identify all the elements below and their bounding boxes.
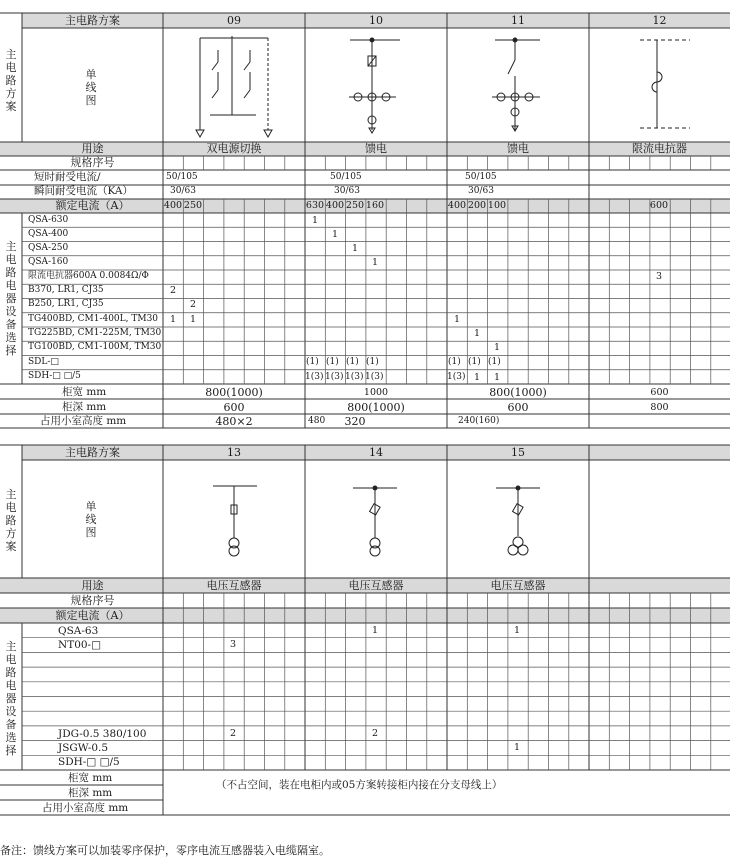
peak-value: 30/63: [334, 186, 360, 196]
qty-cell: 1(3): [447, 372, 466, 382]
qty-cell: 1(3): [365, 372, 384, 382]
top-grid-lines: [0, 13, 730, 428]
rated-value: 250: [183, 200, 203, 211]
depth-label: 柜深 mm: [68, 787, 113, 799]
depth-value: 800(1000): [347, 401, 405, 414]
bottom-single-line-label: 单线图: [85, 500, 97, 539]
scheme-number: 10: [369, 14, 383, 27]
top-left-vertical-title: 主电路方案: [5, 48, 17, 113]
height-value: 480: [308, 416, 326, 426]
scheme-number: 14: [369, 446, 383, 459]
qty-cell: 2: [229, 728, 237, 739]
device-name: QSA-250: [28, 243, 69, 253]
scheme-number: 12: [652, 14, 667, 27]
device-name: QSA-630: [28, 215, 69, 225]
qty-cell: (1): [326, 357, 339, 367]
top-table: [0, 0, 730, 430]
device-name: NT00-□: [58, 639, 102, 651]
rated-value: 400: [163, 200, 183, 211]
depth-value: 600: [507, 401, 529, 414]
qty-cell: 1(3): [325, 372, 344, 382]
diagram-13: [213, 486, 257, 556]
peak-value: 30/63: [468, 186, 494, 196]
remark-note: 备注：馈线方案可以加装零序保护，零序电流互感器装入电缆隔室。: [0, 844, 330, 857]
qty-cell: 1: [169, 314, 177, 325]
short-current-label: 短时耐受电流/: [34, 171, 101, 183]
short-value: 50/105: [166, 172, 198, 182]
qty-cell: 1: [513, 742, 521, 753]
usage: 电压互感器: [348, 579, 404, 592]
qty-cell: 1: [513, 625, 521, 636]
device-name: JSGW-0.5: [58, 742, 109, 754]
device-name: B370, LR1, CJ35: [28, 285, 104, 295]
qty-cell: (1): [468, 357, 481, 367]
device-name: TG400BD, CM1-400L, TM30: [28, 314, 159, 324]
usage: 双电源切换: [206, 142, 262, 155]
scheme-number: 15: [511, 446, 525, 459]
qty-cell: 1: [473, 372, 481, 383]
width-value: 600: [650, 387, 669, 398]
top-spec-label: 规格序号: [70, 156, 115, 169]
qty-cell: 1: [493, 372, 501, 383]
bottom-scheme-label: 主电路方案: [65, 446, 120, 459]
rated-value: 160: [365, 200, 385, 211]
device-name: SDH-□ □/5: [58, 756, 120, 768]
bottom-usage-label: 用途: [81, 579, 104, 592]
rated-value: 200: [467, 200, 487, 211]
qty-cell: 1: [311, 215, 319, 226]
qty-cell: 3: [229, 639, 237, 650]
qty-cell: 1: [493, 342, 501, 353]
rated-value: 600: [649, 200, 669, 211]
rated-value: 250: [345, 200, 365, 211]
bottom-table: [0, 430, 730, 840]
qty-cell: (1): [448, 357, 461, 367]
width-value: 1000: [363, 387, 389, 398]
qty-cell: (1): [366, 357, 379, 367]
bottom-left-vertical-title: 主电路方案: [5, 488, 17, 553]
device-name: TG225BD, CM1-225M, TM30: [28, 328, 162, 338]
usage: 电压互感器: [490, 579, 546, 592]
width-label: 柜宽 mm: [68, 772, 113, 784]
bottom-rated-label: 额定电流（A）: [55, 609, 130, 622]
device-name: SDH-□ □/5: [28, 371, 81, 381]
short-value: 50/105: [330, 172, 362, 182]
width-value: 800(1000): [489, 386, 547, 399]
top-rated-label: 额定电流（A）: [55, 199, 130, 212]
device-name: B250, LR1, CJ35: [28, 299, 104, 309]
qty-cell: 1: [371, 625, 379, 636]
width-value: 800(1000): [205, 386, 263, 399]
usage: 馈电: [365, 142, 387, 155]
device-name: QSA-63: [58, 625, 99, 637]
height-label: 占用小室高度 mm: [42, 802, 129, 814]
bottom-spec-label: 规格序号: [70, 594, 115, 607]
qty-cell: 1: [371, 257, 379, 268]
qty-cell: 1(3): [345, 372, 364, 382]
usage: 电压互感器: [206, 579, 262, 592]
top-header-fills: [0, 13, 730, 213]
diagram-15: [496, 486, 540, 555]
peak-value: 30/63: [170, 186, 196, 196]
rated-value: 630: [305, 200, 325, 211]
qty-cell: 1(3): [305, 372, 324, 382]
qty-cell: 1: [189, 314, 197, 325]
qty-cell: (1): [346, 357, 359, 367]
qty-cell: 1: [473, 328, 481, 339]
diagram-14: [353, 486, 397, 556]
device-name: JDG-0.5 380/100: [58, 728, 147, 740]
diagram-12: [640, 40, 690, 128]
device-name: 限流电抗器600A 0.0084Ω/Φ: [28, 271, 149, 281]
top-device-vertical-title: 主电路电器设备选择: [5, 240, 17, 357]
qty-cell: 1: [331, 229, 339, 240]
rated-value: 100: [487, 200, 507, 211]
width-label: 柜宽 mm: [62, 386, 107, 398]
device-name: QSA-160: [28, 257, 69, 267]
top-table-grid: [0, 0, 730, 430]
usage: 限流电抗器: [632, 142, 687, 155]
footer-note: （不占空间，装在电柜内或05方案转接柜内接在分支母线上）: [216, 779, 503, 791]
qty-cell: 2: [169, 285, 177, 296]
device-name: QSA-400: [28, 229, 69, 239]
diagram-10: [349, 38, 400, 133]
top-scheme-label: 主电路方案: [65, 14, 120, 27]
top-usage-label: 用途: [81, 142, 104, 155]
diagram-09: [196, 36, 272, 137]
qty-cell: 2: [189, 299, 197, 310]
height-label: 占用小室高度 mm: [40, 415, 127, 427]
device-name: SDL-□: [28, 357, 59, 367]
peak-current-label: 瞬间耐受电流（KA）: [34, 185, 134, 197]
height-value: 240(160): [458, 416, 500, 426]
depth-value: 800: [650, 402, 669, 413]
qty-cell: 1: [351, 243, 359, 254]
diagram-11: [492, 38, 540, 131]
height-value: 320: [344, 415, 366, 428]
rated-value: 400: [447, 200, 467, 211]
qty-cell: 1: [453, 314, 461, 325]
qty-cell: (1): [306, 357, 319, 367]
bottom-device-vertical-title: 主电路电器设备选择: [5, 640, 17, 757]
qty-cell: 3: [655, 271, 663, 282]
qty-cell: 2: [371, 728, 379, 739]
height-value: 480×2: [215, 415, 253, 428]
device-name: TG100BD, CM1-100M, TM30: [28, 342, 162, 352]
scheme-number: 09: [227, 14, 241, 27]
depth-label: 柜深 mm: [62, 401, 107, 413]
depth-value: 600: [223, 401, 245, 414]
scheme-number: 11: [511, 14, 525, 27]
qty-cell: (1): [488, 357, 501, 367]
usage: 馈电: [507, 142, 529, 155]
scheme-number: 13: [227, 446, 241, 459]
short-value: 50/105: [465, 172, 497, 182]
top-single-line-label: 单线图: [85, 68, 97, 107]
rated-value: 400: [325, 200, 345, 211]
